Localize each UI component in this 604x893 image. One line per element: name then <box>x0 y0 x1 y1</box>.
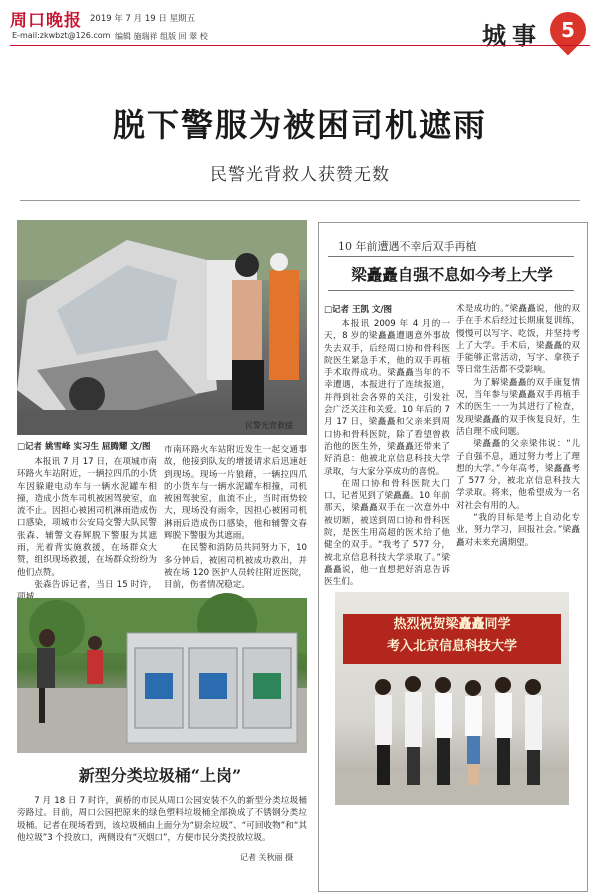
sidebar-paragraph: 梁矗矗的父亲梁伟说：“儿子自强不息，通过努力考上了理想的大学。”今年高考，梁矗矗考了 577 分，被北京信息科技大学录取。将来，他希望成为一名对社会有用的人。 <box>456 439 580 511</box>
main-article-column-2 <box>164 444 307 591</box>
sidebar-paragraph: 在周口协和骨科医院大门口，记者见到了梁矗矗。10 年前那天，梁矗矗双手在一次意外中被切断，被送到周口协和骨科医院，是医生用高超的医术给了他健全的双手。“我考了 577 分，被北京信息科技大学录取了。”梁矗矗说，他一直想把好消息告诉医生们。 <box>324 478 450 588</box>
rescue-photo-caption: 民警光背救援 <box>245 421 293 430</box>
sidebar-headline: 梁矗矗自强不息如今考上大学 <box>351 265 553 284</box>
banner-line-1: 热烈祝贺梁矗矗同学 <box>393 617 511 632</box>
headline-divider <box>20 200 580 201</box>
main-paragraph: 张森告诉记者，当日 15 时许， <box>34 579 157 590</box>
sidebar-byline: □记者 王凯 文/图 <box>324 305 393 315</box>
main-headline: 脱下警服为被困司机遮雨 <box>112 106 487 144</box>
rescue-photo <box>17 220 307 435</box>
sidebar-paragraph: 本报讯 2009 年 4 月的一天，8 岁的梁矗矗遭遇意外事故失去双手，后经周口协和骨科医院医生紧急手术，他的双手再植手术取得成功。梁矗矗当年的不幸遭遇，本报进行了连续报道，并得到社会各界的关注，引发社会广泛关注和关爱。10 年后的 7 月 17 日，梁矗矗和父亲来到周口协和骨科医院，除了看望曾救治他的医生外，梁矗矗还带来了好消息：他被北京信息科技大学录取，与大家分享成功的喜悦。 <box>324 319 450 477</box>
sidebar-paragraph: “我的目标是考上自动化专业，努力学习，回报社会。”梁矗矗对未来充满期望。 <box>456 513 580 548</box>
sidebar-paragraph: 术是成功的。”梁矗矗说，他的双手在手术后经过长期康复训练，慢慢可以写字、吃饭，并坚持考上了大学。手术后，梁矗矗的双手能够正常活动，写字、拿筷子等日常生活都不受影响。 <box>456 304 580 376</box>
trash-bin-text: 7 月 18 日 7 时许，黄桥的市民从周口公园安装不久的新型分类垃圾桶旁路过。目前，周口公园把原来的绿色塑料垃圾桶全部换成了不锈钢分类垃圾桶。记者在现场看到，该垃圾桶由上面分为“厨余垃圾”、“可回收物”和“其他垃圾”3 个投放口，两侧设有“灭烟口”，方便市民分类投放垃圾。 <box>17 796 307 843</box>
sidebar-column-1 <box>324 318 450 588</box>
page-editors: 编辑 施瑞祥 组版 回 翠 校 <box>115 32 208 41</box>
main-paragraph: 市南环路火车站附近发生一起交通事故，他接到队友的增援请求后迅速赶到现场。现场一片狼藉，一辆拉四爪的小货车与一辆水泥罐车相撞，司机被困驾驶室，血流不止，当时雨势较大，现场没有雨伞，因担心被困司机淋雨后造成伤口感染，他和辅警文春辉脱下警服为其遮雨。 <box>164 445 307 542</box>
sidebar-kicker-rule <box>328 256 574 257</box>
trash-bin-credit: 记者 关秋丽 摄 <box>240 853 294 862</box>
section-title: 城事 <box>482 21 542 50</box>
main-byline: □记者 姚雪峰 实习生 屈腾耀 文/图 <box>17 442 151 452</box>
contact-email: E-mail:zkwbzt@126.com <box>12 31 111 40</box>
main-paragraph: 在民警和消防员共同努力下，10 多分钟后，被困司机被成功救出，并被在场 120 医护人员转往附近医院，目前，伤者情况稳定。 <box>164 543 307 591</box>
trash-bin-caption: 新型分类垃圾桶“上岗” <box>78 766 242 785</box>
sidebar-headline-rule <box>328 290 574 291</box>
issue-date: 2019 年 7 月 19 日 星期五 <box>90 14 196 24</box>
sidebar-paragraph: 为了解梁矗矗的双手康复情况，当年参与梁矗矗双手再植手术的医生一一为其进行了检查，发现梁矗矗的双手恢复良好，生活自理不成问题。 <box>456 377 580 437</box>
page-number-badge <box>543 5 594 56</box>
sidebar-kicker: 10 年前遭遇不幸后双手再植 <box>338 240 477 253</box>
newspaper-logo: 周口晚报 <box>10 11 82 31</box>
main-paragraph: 本报讯 7 月 17 日，在项城市南环路火车站附近，一辆拉四爪的小货车因躲避电动车与一辆水泥罐车相撞，造成小货车司机被困驾驶室，血流不止。因担心被困司机淋雨造成伤口感染，项城市公安局交警大队民警张森、辅警文春辉脱下警服为其遮雨，光着背实施救援，在场群众大赞，组织现场救援，在场群众纷纷为他们点赞。 <box>17 457 157 578</box>
hospital-group-photo <box>335 592 569 805</box>
main-subheadline: 民警光背救人获赞无数 <box>210 165 390 185</box>
rescue-photo-illustration <box>17 220 307 435</box>
banner-line-2: 考入北京信息科技大学 <box>386 639 517 654</box>
congratulation-banner <box>343 614 561 664</box>
sidebar-column-2 <box>456 303 580 573</box>
main-article-column-1 <box>17 456 157 590</box>
trash-bin-photo <box>17 598 307 753</box>
page-number: 5 <box>561 18 575 42</box>
masthead-divider <box>10 45 590 46</box>
trash-bin-illustration <box>17 598 307 753</box>
